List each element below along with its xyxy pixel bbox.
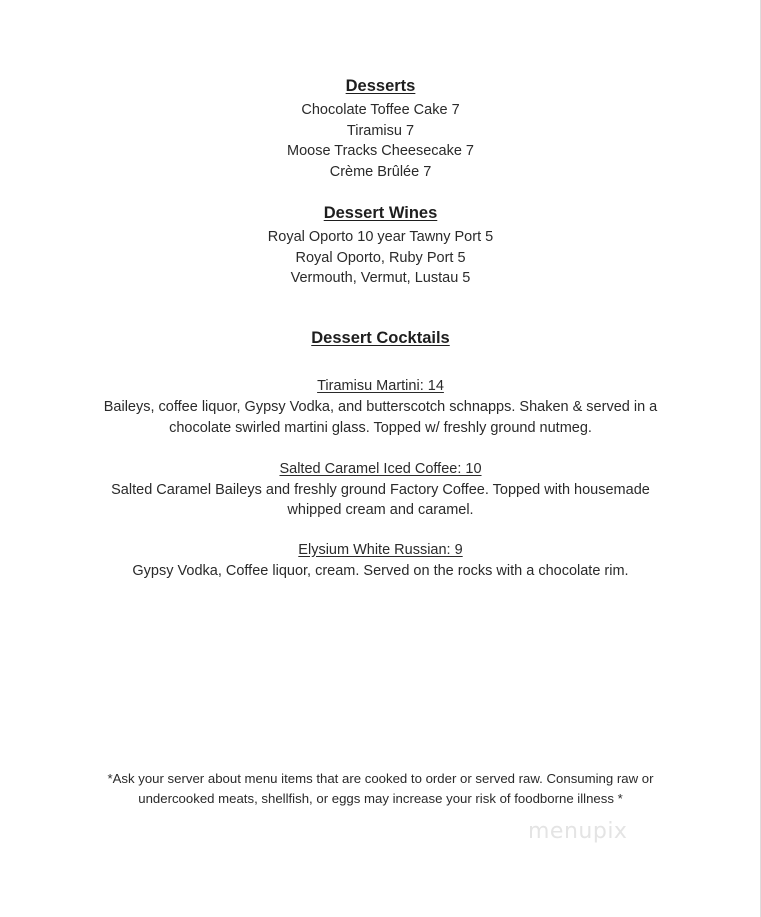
cocktail-name: Salted Caramel Iced Coffee: 10 [279, 460, 482, 477]
desserts-heading: Desserts [345, 77, 416, 95]
menupix-watermark: menupix [528, 819, 628, 844]
dessert-item: Crème Brûlée 7 [329, 163, 432, 180]
wine-item: Royal Oporto 10 year Tawny Port 5 [267, 229, 494, 245]
dessert-item: Tiramisu 7 [346, 122, 415, 139]
cocktail-description: Salted Caramel Baileys and freshly ground Factory Coffee. Topped with housemade whipped cream and caramel. [111, 481, 650, 518]
dessert-item: Chocolate Toffee Cake 7 [301, 102, 460, 118]
cocktail-item [0, 459, 761, 479]
cocktail-item [0, 376, 761, 396]
cocktail-item [0, 540, 761, 560]
cocktail-name: Tiramisu Martini: 14 [317, 378, 444, 394]
wine-item: Royal Oporto, Ruby Port 5 [295, 249, 466, 266]
wine-item: Vermouth, Vermut, Lustau 5 [290, 270, 471, 286]
cocktail-description: Gypsy Vodka, Coffee liquor, cream. Served on the rocks with a chocolate rim. [132, 562, 629, 579]
dessert-item: Moose Tracks Cheesecake 7 [287, 143, 474, 159]
dessert-cocktails-heading: Dessert Cocktails [311, 329, 450, 347]
cocktail-name: Elysium White Russian: 9 [298, 541, 463, 558]
cocktail-description: Baileys, coffee liquor, Gypsy Vodka, and butterscotch schnapps. Shaken & served in a chocolate swirled martini glass. Topped w/ freshly ground nutmeg. [103, 399, 658, 436]
food-safety-disclaimer: *Ask your server about menu items that are cooked to order or served raw. Consuming raw or undercooked meats, shellfish, or eggs may increase your risk of foodborne illness * [107, 771, 654, 806]
dessert-wines-heading: Dessert Wines [323, 204, 438, 222]
